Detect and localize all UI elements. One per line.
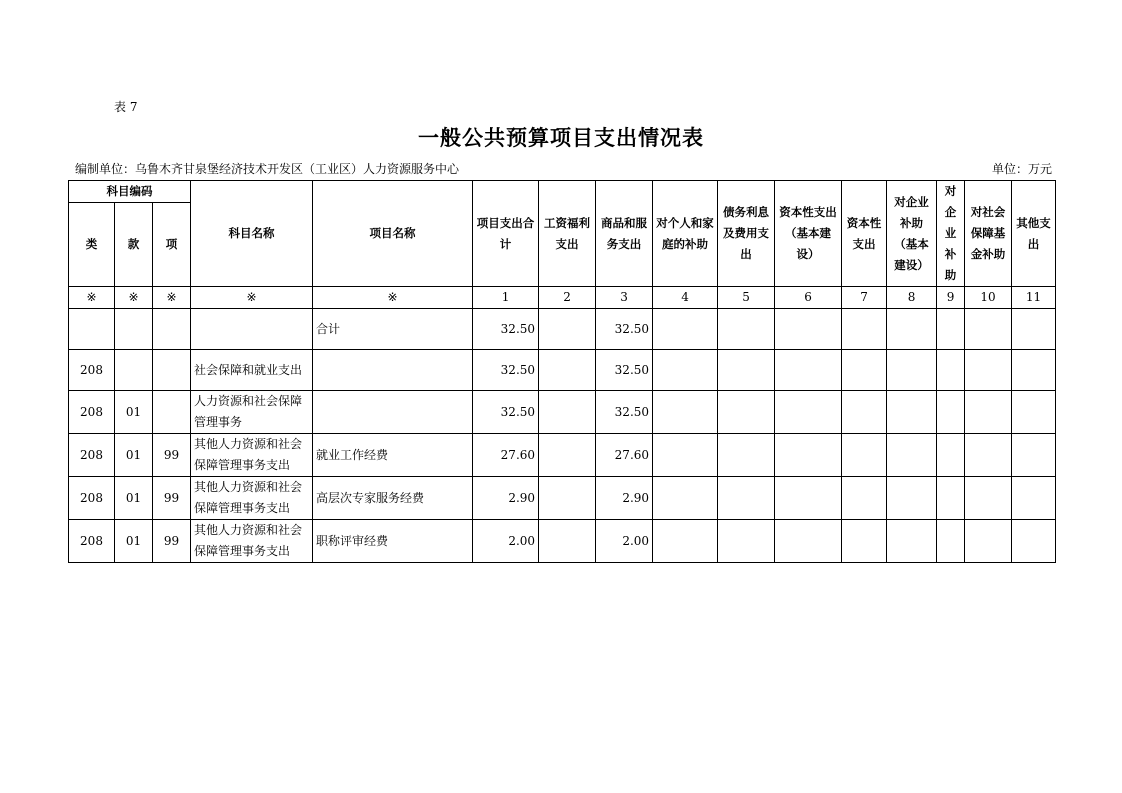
index-cell: 11 [1012,287,1056,309]
header-col4: 对个人和家庭的补助 [653,181,718,287]
cell-total: 2.00 [473,520,539,563]
index-cell: 2 [539,287,596,309]
budget-table [68,180,1056,563]
cell-kuan: 01 [115,477,153,520]
header-col3: 商品和服务支出 [596,181,653,287]
cell-total: 27.60 [473,434,539,477]
cell-col2 [539,434,596,477]
cell-project: 就业工作经费 [313,434,473,477]
cell-col2 [539,350,596,391]
cell-col3: 27.60 [596,434,653,477]
index-cell: ※ [115,287,153,309]
header-project-name: 项目名称 [313,181,473,287]
table-row [69,520,1056,563]
index-cell: 8 [887,287,937,309]
cell-lei: 208 [69,477,115,520]
index-cell: 1 [473,287,539,309]
header-col2: 工资福利支出 [539,181,596,287]
index-cell: 6 [775,287,842,309]
index-cell: 3 [596,287,653,309]
header-xiang: 项 [153,203,191,287]
cell-subject: 其他人力资源和社会保障管理事务支出 [191,434,313,477]
header-col6: 资本性支出（基本建设） [775,181,842,287]
cell-kuan [115,309,153,350]
header-col9: 对企业补助 [937,181,965,287]
cell-col3: 32.50 [596,391,653,434]
table-number: 表 7 [114,100,138,114]
index-cell: ※ [313,287,473,309]
index-cell: ※ [191,287,313,309]
header-col1: 项目支出合计 [473,181,539,287]
cell-total: 2.90 [473,477,539,520]
cell-project [313,391,473,434]
cell-xiang: 99 [153,434,191,477]
cell-col3: 32.50 [596,309,653,350]
index-cell: 7 [842,287,887,309]
table-row [69,477,1056,520]
cell-xiang [153,309,191,350]
cell-col2 [539,520,596,563]
cell-xiang [153,350,191,391]
cell-total: 32.50 [473,350,539,391]
cell-project [313,350,473,391]
header-col10: 对社会保障基金补助 [965,181,1012,287]
table-row [69,434,1056,477]
organization-label: 编制单位：乌鲁木齐甘泉堡经济技术开发区（工业区）人力资源服务中心 [75,162,460,176]
page-title: 一般公共预算项目支出情况表 [418,126,704,150]
cell-kuan: 01 [115,391,153,434]
index-cell: ※ [69,287,115,309]
table-row [69,350,1056,391]
cell-subject: 其他人力资源和社会保障管理事务支出 [191,477,313,520]
cell-subject [191,309,313,350]
cell-xiang [153,391,191,434]
cell-subject: 其他人力资源和社会保障管理事务支出 [191,520,313,563]
cell-col2 [539,309,596,350]
header-col7: 资本性支出 [842,181,887,287]
index-cell: 10 [965,287,1012,309]
cell-col3: 2.90 [596,477,653,520]
header-code-group: 科目编码 [69,181,191,203]
table-row [69,391,1056,434]
cell-project: 合计 [313,309,473,350]
cell-col3: 32.50 [596,350,653,391]
cell-kuan [115,350,153,391]
cell-lei: 208 [69,434,115,477]
cell-kuan: 01 [115,434,153,477]
cell-total: 32.50 [473,391,539,434]
table-row-total [69,309,1056,350]
index-cell: 4 [653,287,718,309]
header-col5: 债务利息及费用支出 [718,181,775,287]
index-cell: ※ [153,287,191,309]
cell-project: 职称评审经费 [313,520,473,563]
cell-kuan: 01 [115,520,153,563]
cell-lei: 208 [69,520,115,563]
cell-xiang: 99 [153,477,191,520]
column-index-row [69,287,1056,309]
index-cell: 9 [937,287,965,309]
cell-col2 [539,477,596,520]
cell-subject: 社会保障和就业支出 [191,350,313,391]
index-cell: 5 [718,287,775,309]
unit-label: 单位：万元 [991,162,1052,176]
cell-lei [69,309,115,350]
cell-project: 高层次专家服务经费 [313,477,473,520]
cell-lei: 208 [69,350,115,391]
cell-xiang: 99 [153,520,191,563]
header-kuan: 款 [115,203,153,287]
header-col11: 其他支出 [1012,181,1056,287]
header-subject-name: 科目名称 [191,181,313,287]
cell-lei: 208 [69,391,115,434]
header-col8: 对企业补助（基本建设） [887,181,937,287]
cell-col2 [539,391,596,434]
header-lei: 类 [69,203,115,287]
cell-total: 32.50 [473,309,539,350]
cell-subject: 人力资源和社会保障管理事务 [191,391,313,434]
cell-col3: 2.00 [596,520,653,563]
